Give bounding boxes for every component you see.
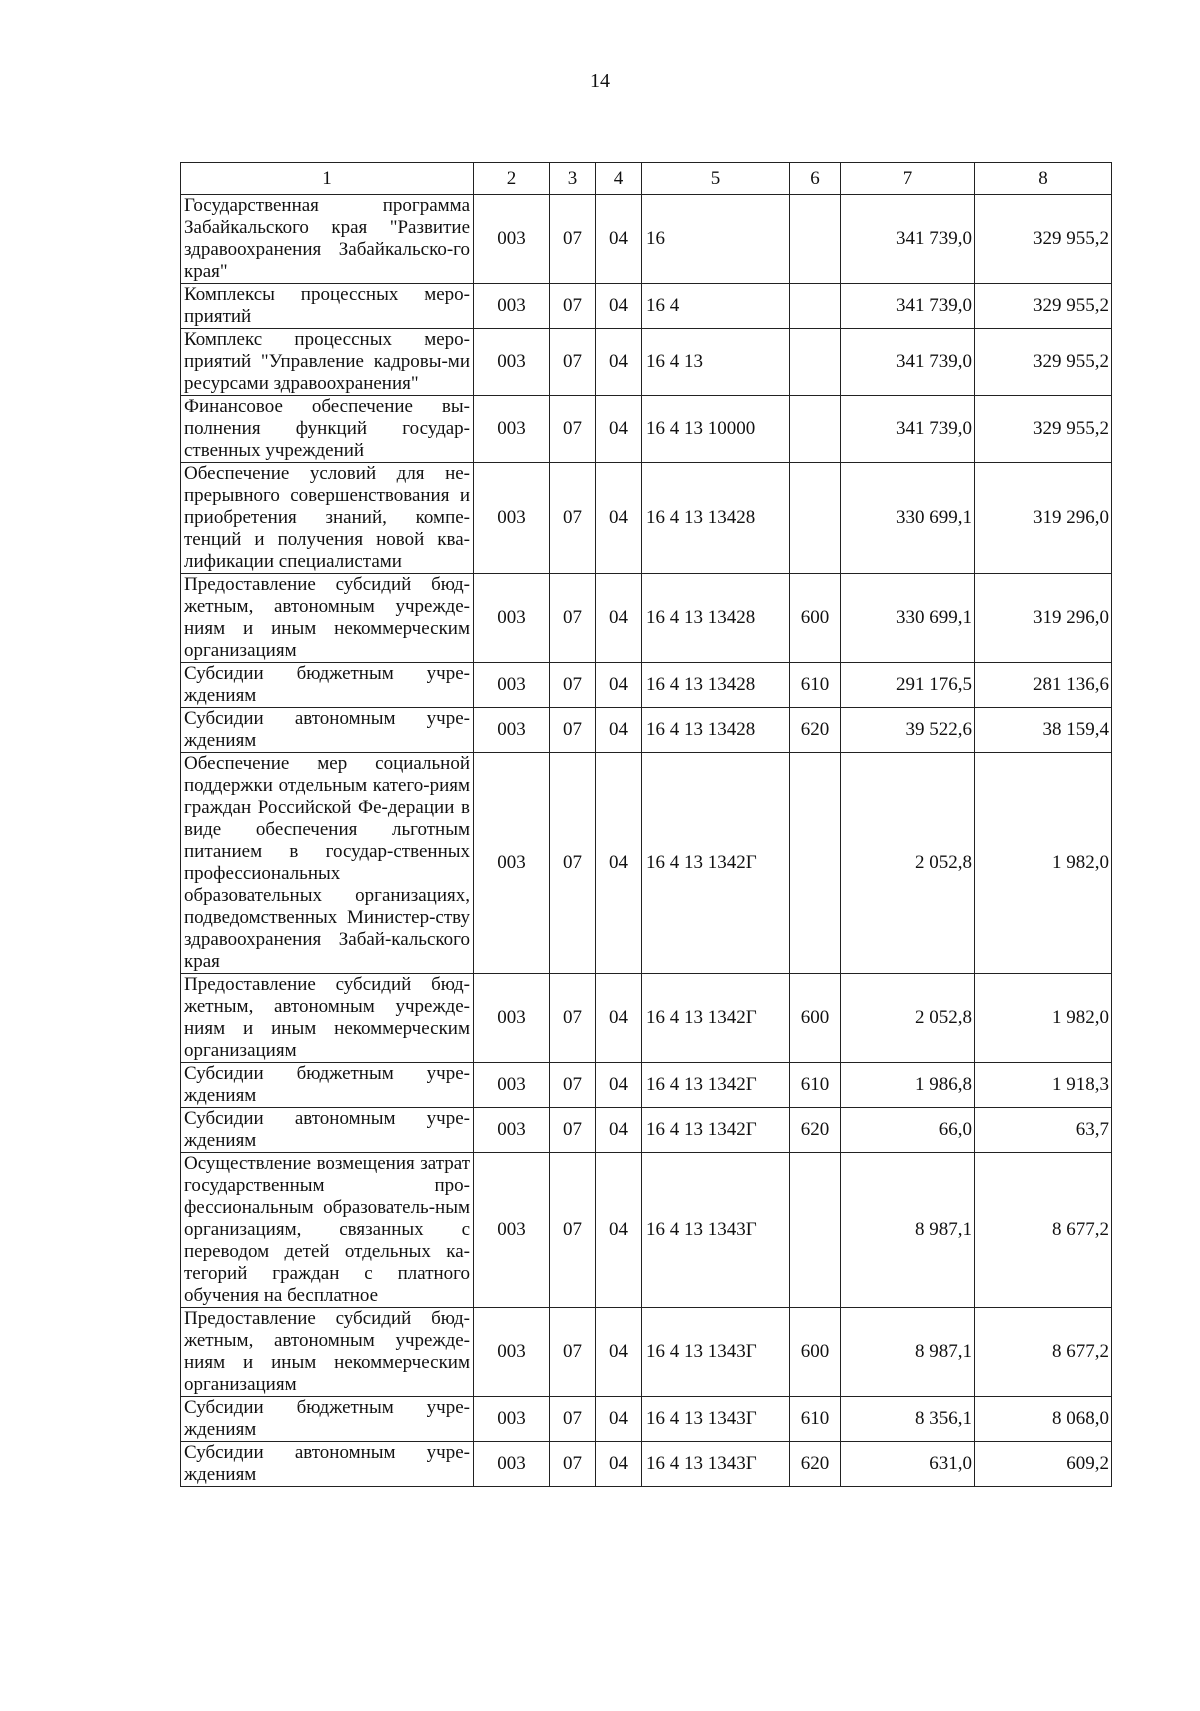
expense-type-code: 600 <box>790 974 841 1063</box>
target-article-code: 16 4 13 13428 <box>642 663 790 708</box>
row-name: Обеспечение мер социальной поддержки отдельным катего-риям граждан Российской Фе-дерации в виде обеспечения льготным питанием в государ-ственных профессиональных образовательных организациях, подведомственных Министер-ству здравоохранения Забай-кальского края <box>181 753 474 974</box>
subsection-code: 04 <box>596 1063 642 1108</box>
amount-col7: 1 986,8 <box>841 1063 975 1108</box>
section-code: 07 <box>550 708 596 753</box>
row-name: Субсидии автономным учре-ждениям <box>181 1108 474 1153</box>
admin-code: 003 <box>474 1108 550 1153</box>
amount-col7: 330 699,1 <box>841 463 975 574</box>
target-article-code: 16 4 13 1342Г <box>642 974 790 1063</box>
admin-code: 003 <box>474 1397 550 1442</box>
admin-code: 003 <box>474 1153 550 1308</box>
amount-col7: 8 987,1 <box>841 1153 975 1308</box>
target-article-code: 16 4 <box>642 284 790 329</box>
section-code: 07 <box>550 329 596 396</box>
table-body <box>181 195 1112 1487</box>
amount-col8: 329 955,2 <box>975 329 1112 396</box>
target-article-code: 16 <box>642 195 790 284</box>
amount-col8: 1 982,0 <box>975 753 1112 974</box>
row-name: Предоставление субсидий бюд-жетным, автономным учрежде-ниям и иным некоммерческим организациям <box>181 1308 474 1397</box>
amount-col8: 319 296,0 <box>975 463 1112 574</box>
column-header: 6 <box>790 163 841 195</box>
subsection-code: 04 <box>596 1308 642 1397</box>
amount-col8: 8 677,2 <box>975 1308 1112 1397</box>
amount-col8: 329 955,2 <box>975 195 1112 284</box>
section-code: 07 <box>550 396 596 463</box>
column-header: 4 <box>596 163 642 195</box>
table-header-row <box>181 163 1112 195</box>
row-name: Обеспечение условий для не-прерывного совершенствования и приобретения знаний, компе-тенций и получения новой ква-лификации специалистами <box>181 463 474 574</box>
amount-col8: 319 296,0 <box>975 574 1112 663</box>
row-name: Субсидии бюджетным учре-ждениям <box>181 1397 474 1442</box>
target-article-code: 16 4 13 13428 <box>642 463 790 574</box>
section-code: 07 <box>550 1063 596 1108</box>
target-article-code: 16 4 13 1343Г <box>642 1308 790 1397</box>
amount-col8: 38 159,4 <box>975 708 1112 753</box>
row-name: Субсидии бюджетным учре-ждениям <box>181 1063 474 1108</box>
subsection-code: 04 <box>596 974 642 1063</box>
expense-type-code <box>790 329 841 396</box>
section-code: 07 <box>550 1308 596 1397</box>
amount-col7: 341 739,0 <box>841 329 975 396</box>
table-row <box>181 284 1112 329</box>
section-code: 07 <box>550 284 596 329</box>
table-row <box>181 753 1112 974</box>
admin-code: 003 <box>474 284 550 329</box>
expense-type-code <box>790 284 841 329</box>
expense-type-code <box>790 396 841 463</box>
expense-type-code <box>790 195 841 284</box>
subsection-code: 04 <box>596 753 642 974</box>
amount-col7: 330 699,1 <box>841 574 975 663</box>
amount-col8: 1 982,0 <box>975 974 1112 1063</box>
amount-col7: 8 356,1 <box>841 1397 975 1442</box>
row-name: Комплексы процессных меро-приятий <box>181 284 474 329</box>
admin-code: 003 <box>474 329 550 396</box>
target-article-code: 16 4 13 13428 <box>642 708 790 753</box>
subsection-code: 04 <box>596 1108 642 1153</box>
section-code: 07 <box>550 663 596 708</box>
amount-col8: 281 136,6 <box>975 663 1112 708</box>
subsection-code: 04 <box>596 329 642 396</box>
admin-code: 003 <box>474 1308 550 1397</box>
table-row <box>181 1063 1112 1108</box>
subsection-code: 04 <box>596 396 642 463</box>
target-article-code: 16 4 13 1342Г <box>642 753 790 974</box>
subsection-code: 04 <box>596 195 642 284</box>
amount-col8: 8 068,0 <box>975 1397 1112 1442</box>
admin-code: 003 <box>474 1063 550 1108</box>
amount-col8: 609,2 <box>975 1442 1112 1487</box>
column-header: 8 <box>975 163 1112 195</box>
section-code: 07 <box>550 463 596 574</box>
amount-col7: 2 052,8 <box>841 974 975 1063</box>
amount-col7: 39 522,6 <box>841 708 975 753</box>
row-name: Финансовое обеспечение вы-полнения функций государ-ственных учреждений <box>181 396 474 463</box>
amount-col7: 8 987,1 <box>841 1308 975 1397</box>
admin-code: 003 <box>474 396 550 463</box>
expense-type-code <box>790 463 841 574</box>
expense-type-code <box>790 753 841 974</box>
target-article-code: 16 4 13 1342Г <box>642 1063 790 1108</box>
row-name: Предоставление субсидий бюд-жетным, автономным учрежде-ниям и иным некоммерческим организациям <box>181 974 474 1063</box>
table-row <box>181 1397 1112 1442</box>
section-code: 07 <box>550 1397 596 1442</box>
subsection-code: 04 <box>596 574 642 663</box>
section-code: 07 <box>550 753 596 974</box>
subsection-code: 04 <box>596 284 642 329</box>
subsection-code: 04 <box>596 463 642 574</box>
table-row <box>181 708 1112 753</box>
amount-col7: 341 739,0 <box>841 396 975 463</box>
expense-type-code: 610 <box>790 663 841 708</box>
section-code: 07 <box>550 574 596 663</box>
table-row <box>181 974 1112 1063</box>
budget-table <box>180 162 1112 1487</box>
subsection-code: 04 <box>596 1153 642 1308</box>
section-code: 07 <box>550 1108 596 1153</box>
amount-col7: 341 739,0 <box>841 195 975 284</box>
column-header: 2 <box>474 163 550 195</box>
admin-code: 003 <box>474 463 550 574</box>
table-row <box>181 663 1112 708</box>
amount-col7: 66,0 <box>841 1108 975 1153</box>
column-header: 5 <box>642 163 790 195</box>
row-name: Государственная программа Забайкальского края "Развитие здравоохранения Забайкальско-го края" <box>181 195 474 284</box>
amount-col8: 329 955,2 <box>975 396 1112 463</box>
expense-type-code: 610 <box>790 1063 841 1108</box>
subsection-code: 04 <box>596 1397 642 1442</box>
row-name: Субсидии автономным учре-ждениям <box>181 708 474 753</box>
table-row <box>181 195 1112 284</box>
target-article-code: 16 4 13 13428 <box>642 574 790 663</box>
section-code: 07 <box>550 974 596 1063</box>
subsection-code: 04 <box>596 663 642 708</box>
expense-type-code: 620 <box>790 708 841 753</box>
target-article-code: 16 4 13 <box>642 329 790 396</box>
table-row <box>181 574 1112 663</box>
admin-code: 003 <box>474 708 550 753</box>
amount-col8: 8 677,2 <box>975 1153 1112 1308</box>
amount-col7: 631,0 <box>841 1442 975 1487</box>
amount-col7: 2 052,8 <box>841 753 975 974</box>
admin-code: 003 <box>474 1442 550 1487</box>
table-row <box>181 1442 1112 1487</box>
expense-type-code: 600 <box>790 574 841 663</box>
column-header: 1 <box>181 163 474 195</box>
admin-code: 003 <box>474 663 550 708</box>
table-row <box>181 1108 1112 1153</box>
target-article-code: 16 4 13 1343Г <box>642 1442 790 1487</box>
expense-type-code: 620 <box>790 1442 841 1487</box>
section-code: 07 <box>550 195 596 284</box>
row-name: Предоставление субсидий бюд-жетным, автономным учрежде-ниям и иным некоммерческим организациям <box>181 574 474 663</box>
table-row <box>181 1308 1112 1397</box>
admin-code: 003 <box>474 753 550 974</box>
amount-col7: 341 739,0 <box>841 284 975 329</box>
target-article-code: 16 4 13 10000 <box>642 396 790 463</box>
table-row <box>181 1153 1112 1308</box>
admin-code: 003 <box>474 195 550 284</box>
expense-type-code: 600 <box>790 1308 841 1397</box>
section-code: 07 <box>550 1442 596 1487</box>
column-header: 7 <box>841 163 975 195</box>
admin-code: 003 <box>474 974 550 1063</box>
admin-code: 003 <box>474 574 550 663</box>
expense-type-code: 620 <box>790 1108 841 1153</box>
amount-col8: 1 918,3 <box>975 1063 1112 1108</box>
amount-col8: 63,7 <box>975 1108 1112 1153</box>
row-name: Субсидии автономным учре-ждениям <box>181 1442 474 1487</box>
column-header: 3 <box>550 163 596 195</box>
table-row <box>181 329 1112 396</box>
table-row <box>181 463 1112 574</box>
subsection-code: 04 <box>596 708 642 753</box>
row-name: Осуществление возмещения затрат государственным про-фессиональным образователь-ным организациям, связанных с переводом детей отдельных ка-тегорий граждан с платного обучения на бесплатное <box>181 1153 474 1308</box>
row-name: Субсидии бюджетным учре-ждениям <box>181 663 474 708</box>
subsection-code: 04 <box>596 1442 642 1487</box>
target-article-code: 16 4 13 1343Г <box>642 1153 790 1308</box>
table-row <box>181 396 1112 463</box>
expense-type-code <box>790 1153 841 1308</box>
amount-col7: 291 176,5 <box>841 663 975 708</box>
row-name: Комплекс процессных меро-приятий "Управление кадровы-ми ресурсами здравоохранения" <box>181 329 474 396</box>
target-article-code: 16 4 13 1342Г <box>642 1108 790 1153</box>
amount-col8: 329 955,2 <box>975 284 1112 329</box>
page-number: 14 <box>590 70 610 92</box>
target-article-code: 16 4 13 1343Г <box>642 1397 790 1442</box>
section-code: 07 <box>550 1153 596 1308</box>
expense-type-code: 610 <box>790 1397 841 1442</box>
budget-table-container <box>180 162 1111 1487</box>
